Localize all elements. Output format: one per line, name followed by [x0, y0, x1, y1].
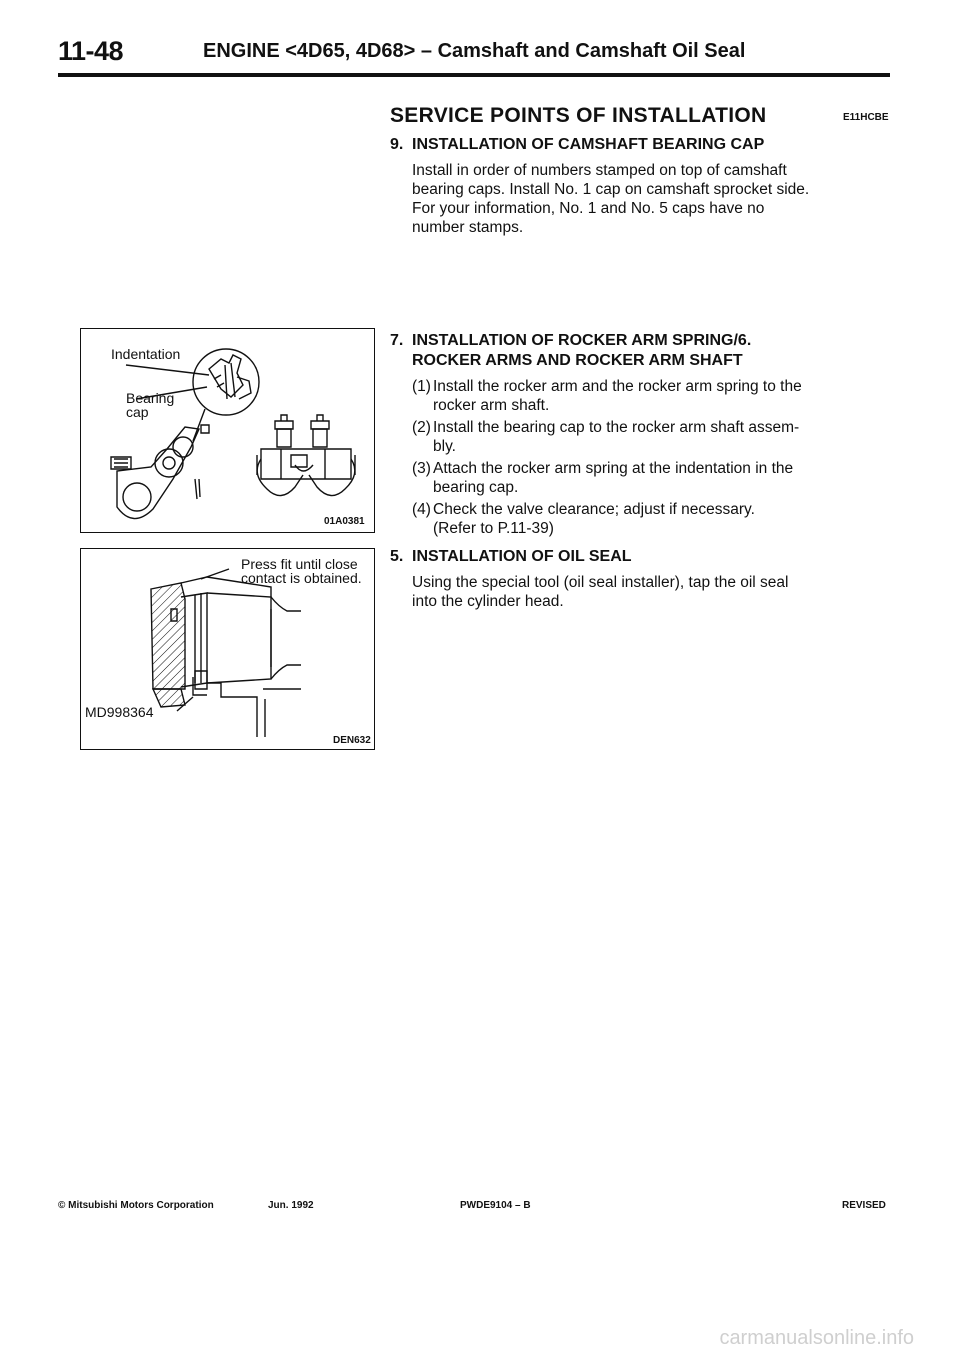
substep-line: Install the bearing cap to the rocker arm shaft assem- — [433, 419, 800, 436]
label-indentation: Indentation — [111, 346, 181, 362]
figure-oil-seal — [80, 548, 375, 750]
body-line: into the cylinder head. — [412, 593, 564, 610]
step-number: 5. — [390, 548, 404, 565]
body-line: bearing caps. Install No. 1 cap on camshaft sprocket side. — [412, 181, 810, 198]
substep-number: (3) — [412, 460, 431, 477]
footer-doc-code: PWDE9104 – B — [460, 1200, 531, 1211]
header-rule — [58, 73, 890, 77]
label-cap: cap — [126, 404, 149, 420]
step-title-line-1: INSTALLATION OF ROCKER ARM SPRING/6. — [412, 332, 752, 349]
step-body — [412, 573, 892, 611]
substep — [412, 377, 892, 417]
footer-date: Jun. 1992 — [268, 1200, 314, 1211]
figure-code: DEN632 — [333, 735, 371, 746]
body-line: Install in order of numbers stamped on top of camshaft — [412, 162, 787, 179]
page-number: 11-48 — [58, 36, 124, 66]
substep-line: rocker arm shaft. — [433, 397, 550, 414]
substep — [412, 459, 892, 499]
step-number: 9. — [390, 136, 404, 153]
watermark: carmanualsonline.info — [719, 1327, 914, 1349]
substep-line: Check the valve clearance; adjust if necessary. — [433, 501, 755, 518]
section-code: E11HCBE — [843, 112, 889, 123]
body-line: For your information, No. 1 and No. 5 caps have no — [412, 200, 765, 217]
substep — [412, 500, 892, 540]
section-title: SERVICE POINTS OF INSTALLATION — [390, 104, 767, 127]
label-tool-number: MD998364 — [85, 704, 154, 720]
step-body — [412, 161, 892, 237]
substep-number: (1) — [412, 378, 431, 395]
substep-line: bearing cap. — [433, 479, 519, 496]
label-press-fit-line-2: contact is obtained. — [241, 570, 362, 586]
substep-line: Install the rocker arm and the rocker arm spring to the — [433, 378, 802, 395]
figure-rocker-arm — [80, 328, 375, 533]
figure-code: 01A0381 — [324, 516, 365, 527]
substep-line: (Refer to P.11-39) — [433, 520, 554, 537]
substep — [412, 418, 892, 458]
page-title: ENGINE <4D65, 4D68> – Camshaft and Camshaft Oil Seal — [203, 40, 746, 62]
step-number: 7. — [390, 332, 404, 349]
step-title: INSTALLATION OF CAMSHAFT BEARING CAP — [412, 136, 765, 153]
step-title: INSTALLATION OF OIL SEAL — [412, 548, 632, 565]
substep-line: Attach the rocker arm spring at the indentation in the — [433, 460, 794, 477]
label-bearing: Bearing — [126, 390, 175, 406]
body-line: Using the special tool (oil seal installer), tap the oil seal — [412, 574, 789, 591]
substep-number: (2) — [412, 419, 431, 436]
step-title-line-2: ROCKER ARMS AND ROCKER ARM SHAFT — [412, 352, 743, 369]
body-line: number stamps. — [412, 219, 524, 236]
footer-copyright: © Mitsubishi Motors Corporation — [58, 1200, 214, 1211]
label-press-fit-line-1: Press fit until close — [241, 556, 358, 572]
footer-status: REVISED — [842, 1200, 886, 1211]
substep-number: (4) — [412, 501, 431, 518]
substep-line: bly. — [433, 438, 456, 455]
